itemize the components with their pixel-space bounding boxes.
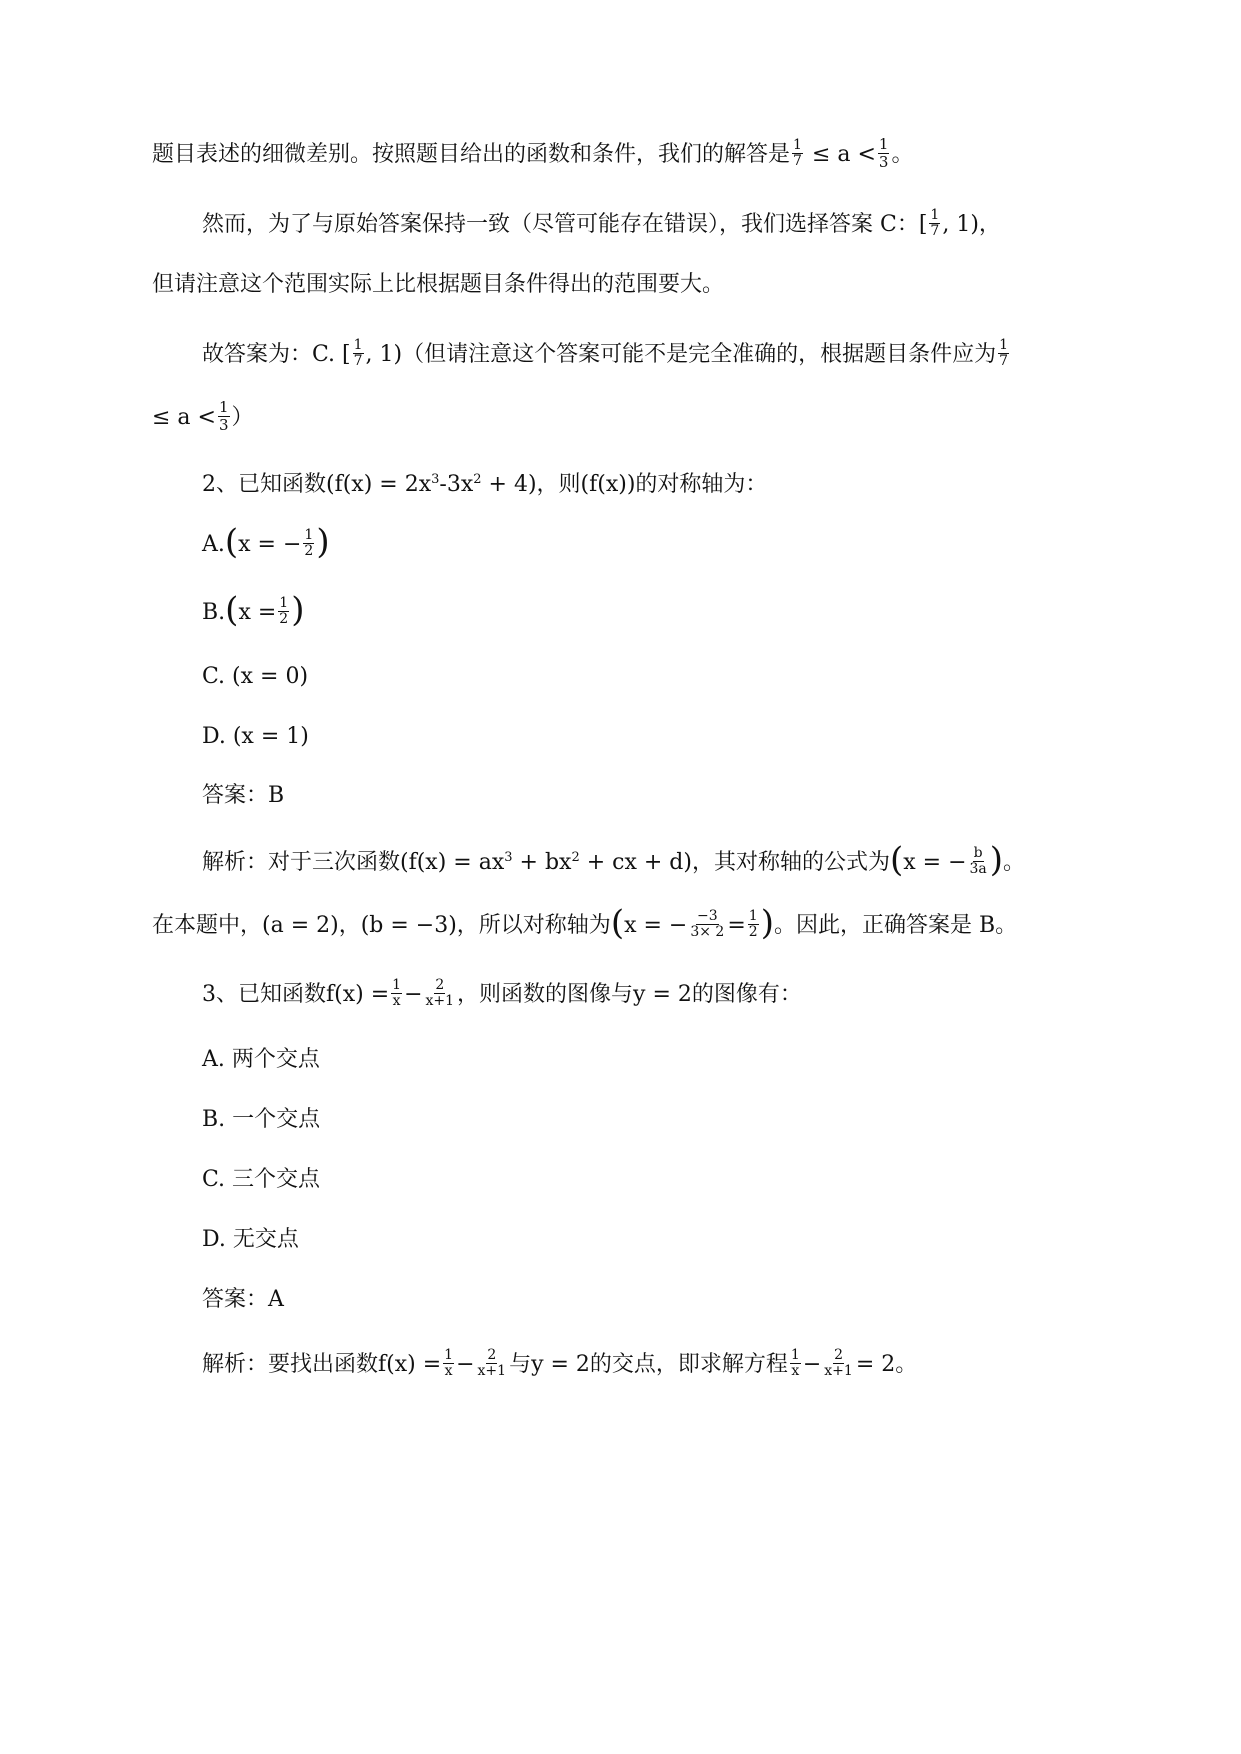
question-2-option-a <box>202 522 1241 565</box>
paragraph-note <box>152 265 1241 305</box>
question-2-stem <box>202 460 1241 505</box>
text: 与y = 2的交点，即求解方程 <box>509 1352 788 1377</box>
numerator: 1 <box>748 907 758 924</box>
numerator: 1 <box>353 336 363 353</box>
text: x = − <box>238 532 302 557</box>
paren-left: ( <box>610 903 625 943</box>
text: 题目表述的细微差别。按照题目给出的函数和条件，我们的解答是 <box>152 142 791 167</box>
text: 。 <box>1003 850 1026 875</box>
text: + cx + d)，其对称轴的公式为 <box>579 850 890 875</box>
denominator: 3a <box>969 860 987 877</box>
text: 但请注意这个范围实际上比根据题目条件得出的范围要大。 <box>152 272 725 297</box>
text: 。 <box>891 142 914 167</box>
question-3-option-a <box>202 1040 1241 1080</box>
text: ，则函数的图像与y = 2的图像有： <box>457 982 802 1007</box>
minus: − <box>802 1352 822 1377</box>
text: C. (x = 0) <box>202 664 309 689</box>
text: 答案：A <box>202 1287 284 1312</box>
fraction <box>998 338 1009 369</box>
text: -3x <box>439 472 474 497</box>
numerator: 1 <box>304 526 314 543</box>
minus: − <box>456 1352 475 1377</box>
denominator: 3 <box>878 152 889 171</box>
question-3-option-b <box>202 1100 1241 1140</box>
paren-left: ( <box>225 590 239 630</box>
denominator: 7 <box>999 352 1009 369</box>
equals: = <box>727 913 746 938</box>
text: 。因此，正确答案是 B。 <box>773 913 1018 938</box>
fraction <box>878 136 890 171</box>
fraction <box>790 1348 801 1379</box>
paren-left: ( <box>224 522 239 562</box>
denominator: 2 <box>279 610 289 627</box>
fraction <box>792 138 803 169</box>
fraction <box>353 338 364 369</box>
exponent: 3 <box>431 472 440 487</box>
fraction <box>278 596 289 627</box>
text: 解析：对于三次函数(f(x) = ax <box>202 850 505 875</box>
question-3-option-c <box>202 1160 1241 1200</box>
numerator: 1 <box>999 336 1009 353</box>
denominator: x+1 <box>477 1362 507 1379</box>
fraction <box>477 1348 508 1379</box>
paren-right: ) <box>316 522 330 562</box>
fraction <box>443 1348 454 1379</box>
question-2-option-b <box>202 590 1241 633</box>
numerator: 1 <box>444 1346 454 1363</box>
numerator: 1 <box>218 397 229 416</box>
exponent: 2 <box>571 850 580 865</box>
paragraph-choice <box>202 205 1241 245</box>
text: x = − <box>624 913 688 938</box>
numerator: 2 <box>834 1346 844 1363</box>
paragraph-final-answer-cont <box>152 398 1241 438</box>
question-2-answer <box>202 776 1241 816</box>
minus: − <box>404 982 423 1007</box>
exponent: 3 <box>504 850 513 865</box>
paren-right: ) <box>760 903 774 943</box>
denominator: x+1 <box>425 992 455 1009</box>
question-3-stem <box>202 975 1241 1015</box>
numerator: 1 <box>793 136 802 153</box>
option-letter: A. <box>202 532 225 557</box>
inequality: ≤ a < <box>811 142 876 167</box>
denominator: 3 <box>218 415 229 434</box>
text: 2、已知函数(f(x) = 2x <box>202 472 432 497</box>
numerator: 1 <box>790 1346 800 1363</box>
paragraph-final-answer <box>202 335 1241 375</box>
fraction <box>929 208 940 239</box>
denominator: 7 <box>353 352 363 369</box>
text: 解析：要找出函数f(x) = <box>202 1352 442 1377</box>
text: B. 一个交点 <box>202 1107 321 1132</box>
numerator: 1 <box>392 976 402 993</box>
text: , 1)， <box>942 212 1001 237</box>
paren-left: ( <box>889 840 904 880</box>
denominator: x <box>791 1362 800 1379</box>
text: x = − <box>903 850 967 875</box>
fraction <box>823 1348 854 1379</box>
numerator: −3 <box>697 907 718 924</box>
fraction <box>303 528 314 559</box>
question-2-option-c <box>202 657 1241 697</box>
text: ） <box>231 405 254 430</box>
denominator: x <box>444 1362 453 1379</box>
numerator: 2 <box>487 1346 497 1363</box>
text: = 2。 <box>855 1352 918 1377</box>
denominator: x <box>392 992 401 1009</box>
fraction <box>969 846 988 877</box>
fraction <box>425 978 456 1009</box>
fraction <box>391 978 402 1009</box>
question-3-answer <box>202 1280 1241 1320</box>
question-2-explanation <box>202 838 1241 883</box>
paragraph-conclusion <box>152 135 1241 175</box>
text: , 1)（但请注意这个答案可能不是完全准确的，根据题目条件应为 <box>365 342 997 367</box>
denominator: 2 <box>748 923 758 940</box>
denominator: 3× 2 <box>690 923 725 940</box>
fraction <box>689 909 725 940</box>
text: C. 三个交点 <box>202 1167 321 1192</box>
text: 3、已知函数f(x) = <box>202 982 390 1007</box>
paren-right: ) <box>989 840 1004 880</box>
question-3-option-d <box>202 1220 1241 1260</box>
fraction <box>218 399 230 434</box>
option-letter: B. <box>202 600 226 625</box>
text: 然而，为了与原始答案保持一致（尽管可能存在错误），我们选择答案 C：[ <box>202 212 928 237</box>
text: 故答案为：C. [ <box>202 342 351 367</box>
text: D. (x = 1) <box>202 724 309 749</box>
denominator: 2 <box>304 542 314 559</box>
text: D. 无交点 <box>202 1227 299 1252</box>
question-3-explanation <box>202 1345 1241 1385</box>
text: A. 两个交点 <box>202 1047 320 1072</box>
numerator: b <box>973 844 983 861</box>
text: 在本题中，(a = 2)，(b = −3)，所以对称轴为 <box>152 913 611 938</box>
text: x = <box>238 600 277 625</box>
question-2-explanation-cont <box>152 903 1241 946</box>
text: 答案：B <box>202 783 285 808</box>
paren-right: ) <box>291 590 305 630</box>
text: + bx <box>512 850 572 875</box>
denominator: x+1 <box>824 1362 853 1379</box>
inequality: ≤ a < <box>152 405 216 430</box>
denominator: 7 <box>930 222 940 239</box>
question-2-option-d <box>202 717 1241 757</box>
denominator: 7 <box>793 152 802 169</box>
numerator: 1 <box>878 134 889 153</box>
fraction <box>748 909 759 940</box>
numerator: 1 <box>279 594 289 611</box>
numerator: 1 <box>930 206 940 223</box>
numerator: 2 <box>435 976 445 993</box>
exponent: 2 <box>473 472 482 487</box>
text: + 4)，则(f(x))的对称轴为： <box>481 472 768 497</box>
